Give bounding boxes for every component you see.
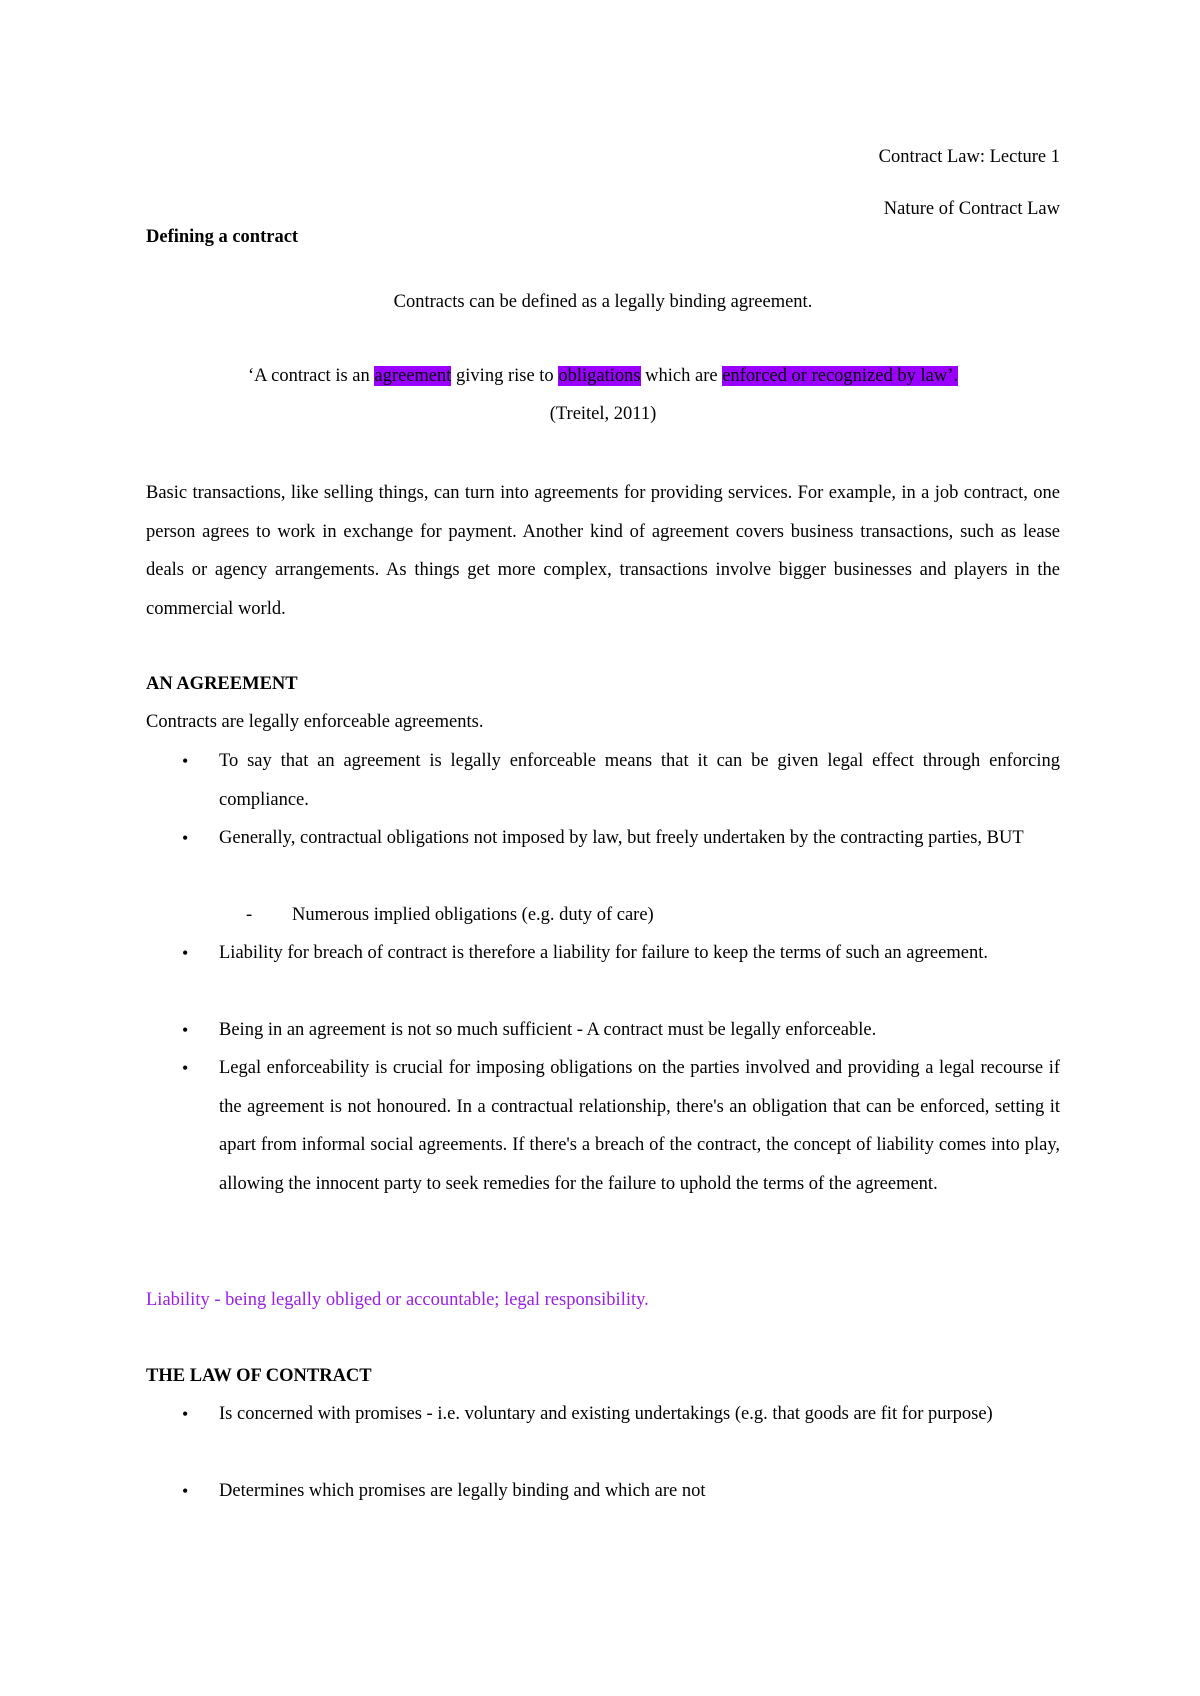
dash-icon: - xyxy=(246,905,253,925)
bullet-text: Liability for breach of contract is therefore a liability for failure to keep the terms of such an agreement. xyxy=(219,943,988,963)
agreement-intro: Contracts are legally enforceable agreements. xyxy=(146,712,484,732)
bullet-icon: • xyxy=(182,943,189,963)
bullet-icon: • xyxy=(182,828,189,848)
liability-definition-note: Liability - being legally obliged or accountable; legal responsibility. xyxy=(146,1290,649,1310)
bullet-icon: • xyxy=(182,1404,189,1424)
bullet-text: Legal enforceability is crucial for imposing obligations on the parties involved and providing a legal recourse if the agreement is not honoured. In a contractual relationship, there's an obligation that can be enforced, setting it apart from informal social agreements. If there's a breach of the contract, the concept of liability comes into play, allowing the innocent party to seek remedies for the failure to uphold the terms of the agreement. xyxy=(219,1058,1060,1194)
definition-text: Contracts can be defined as a legally binding agreement. xyxy=(393,292,813,312)
quote-part: ‘A contract is an xyxy=(248,366,375,386)
quote-citation: (Treitel, 2011) xyxy=(549,404,657,424)
bullet-icon: • xyxy=(182,1481,189,1501)
heading-defining-contract: Defining a contract xyxy=(146,227,299,247)
bullet-icon: • xyxy=(182,1058,189,1078)
quote-part: which are xyxy=(640,366,723,386)
highlight-enforced: enforced or recognized by law’. xyxy=(722,366,958,386)
bullet-text: To say that an agreement is legally enforceable means that it can be given legal effect through enforcing compliance. xyxy=(219,751,1060,810)
highlight-agreement: agreement xyxy=(374,366,452,386)
treitel-quote xyxy=(146,366,1060,387)
bullet-icon: • xyxy=(182,1020,189,1040)
header-subtitle: Nature of Contract Law xyxy=(883,199,1060,219)
highlight-obligations: obligations xyxy=(558,366,641,386)
bullet-text: Is concerned with promises - i.e. voluntary and existing undertakings (e.g. that goods are fit for purpose) xyxy=(219,1404,993,1424)
sub-bullet-text: Numerous implied obligations (e.g. duty of care) xyxy=(292,905,654,925)
bullet-text: Generally, contractual obligations not imposed by law, but freely undertaken by the contracting parties, BUT xyxy=(219,828,1024,848)
quote-part: giving rise to xyxy=(451,366,559,386)
bullet-icon: • xyxy=(182,751,189,771)
heading-an-agreement: AN AGREEMENT xyxy=(146,674,298,694)
header-lecture-title: Contract Law: Lecture 1 xyxy=(878,147,1060,167)
bullet-text: Determines which promises are legally binding and which are not xyxy=(219,1481,706,1501)
bullet-text: Being in an agreement is not so much sufficient - A contract must be legally enforceable. xyxy=(219,1020,877,1040)
heading-law-of-contract: THE LAW OF CONTRACT xyxy=(146,1366,372,1386)
intro-paragraph: Basic transactions, like selling things, can turn into agreements for providing services. For example, in a job contract, one person agrees to work in exchange for payment. Another kind of agreement covers business transactions, such as lease deals or agency arrangements. As things get more complex, transactions involve bigger businesses and players in the commercial world. xyxy=(146,483,1060,619)
